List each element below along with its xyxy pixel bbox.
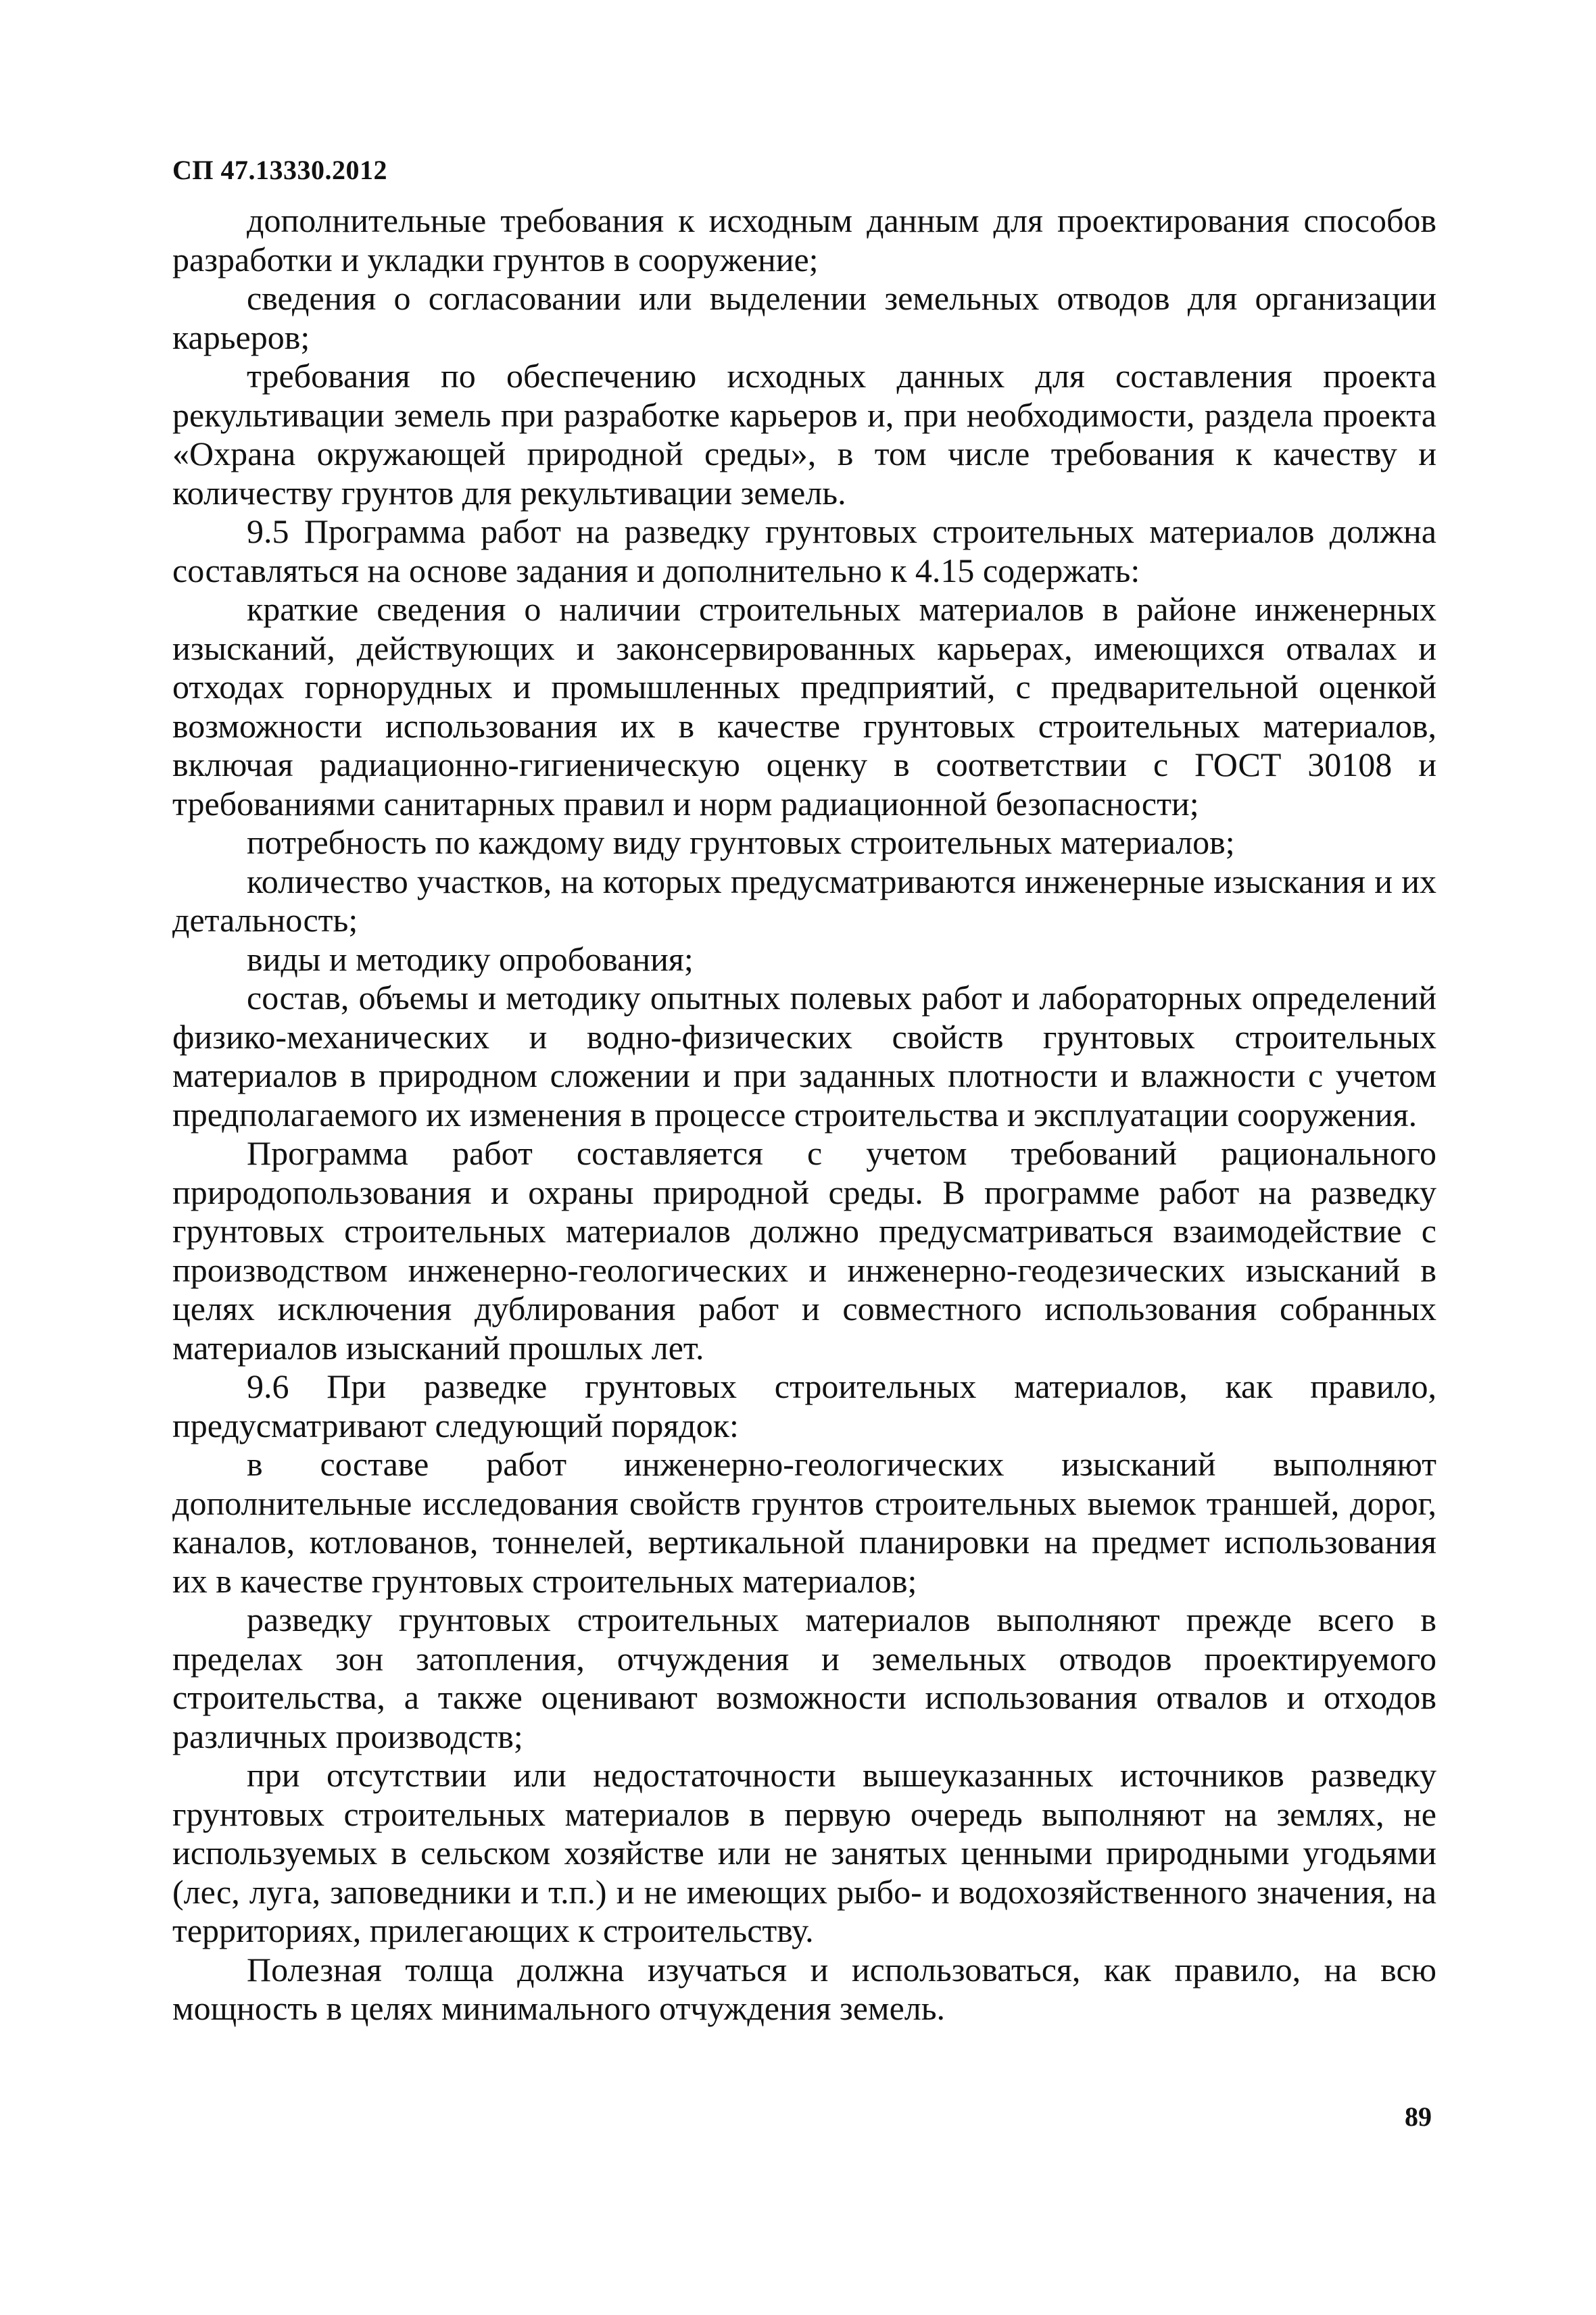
paragraph: при отсутствии или недостаточности вышеуказанных источников разведку грунтовых строительных материалов в первую очередь выполняют на землях, не используемых в сельском хозяйстве или не занятых ценными природными угодьями (лес, луга, заповедники и т.п.) и не имеющих рыбо- и водохозяйственного значения, на территориях, прилегающих к строительству. bbox=[172, 1756, 1436, 1949]
paragraph: виды и методику опробования; bbox=[247, 940, 694, 978]
paragraph: в составе работ инженерно-геологических изысканий выполняют дополнительные исследования свойств грунтов строительных выемок траншей, дорог, каналов, котлованов, тоннелей, вертикальной планировки на предмет использования их в качестве грунтовых строительных материалов; bbox=[172, 1445, 1436, 1600]
paragraph: дополнительные требования к исходным данным для проектирования способов разработки и укладки грунтов в сооружение; bbox=[172, 201, 1436, 278]
paragraph: требования по обеспечению исходных данных для составления проекта рекультивации земель при разработке карьеров и, при необходимости, раздела проекта «Охрана окружающей природной среды», в том числе требования к качеству и количеству грунтов для рекультивации земель. bbox=[172, 357, 1436, 512]
paragraph: потребность по каждому виду грунтовых строительных материалов; bbox=[247, 823, 1235, 861]
body-text bbox=[172, 201, 1436, 2028]
paragraph: Полезная толща должна изучаться и использоваться, как правило, на всю мощность в целях минимального отчуждения земель. bbox=[172, 1950, 1436, 2027]
paragraph: 9.5 Программа работ на разведку грунтовых строительных материалов должна составляться на основе задания и дополнительно к 4.15 содержать: bbox=[172, 512, 1436, 589]
paragraph: разведку грунтовых строительных материалов выполняют прежде всего в пределах зон затопления, отчуждения и земельных отводов проектируемого строительства, а также оценивают возможности использования отвалов и отходов различных производств; bbox=[172, 1601, 1436, 1755]
paragraph: количество участков, на которых предусматриваются инженерные изыскания и их детальность; bbox=[172, 862, 1436, 939]
paragraph: состав, объемы и методику опытных полевых работ и лабораторных определений физико-механических и водно-физических свойств грунтовых строительных материалов в природном сложении и при заданных плотности и влажности с учетом предполагаемого их изменения в процессе строительства и эксплуатации сооружения. bbox=[172, 979, 1436, 1134]
paragraph: краткие сведения о наличии строительных материалов в районе инженерных изысканий, действующих и законсервированных карьерах, имеющихся отвалах и отходах горнорудных и промышленных предприятий, с предварительной оценкой возможности использования их в качестве грунтовых строительных материалов, включая радиационно-гигиеническую оценку в соответствии с ГОСТ 30108 и требованиями санитарных правил и норм радиационной безопасности; bbox=[172, 590, 1436, 823]
page-number: 89 bbox=[1405, 2101, 1432, 2132]
paragraph: Программа работ составляется с учетом требований рационального природопользования и охраны природной среды. В программе работ на разведку грунтовых строительных материалов должно предусматриваться взаимодействие с производством инженерно-геологических и инженерно-геодезических изысканий в целях исключения дублирования работ и совместного использования собранных материалов изысканий прошлых лет. bbox=[172, 1134, 1436, 1367]
paragraph: сведения о согласовании или выделении земельных отводов для организации карьеров; bbox=[172, 279, 1436, 356]
paragraph: 9.6 При разведке грунтовых строительных материалов, как правило, предусматривают следующий порядок: bbox=[172, 1367, 1436, 1444]
document-code-header: СП 47.13330.2012 bbox=[172, 155, 387, 185]
